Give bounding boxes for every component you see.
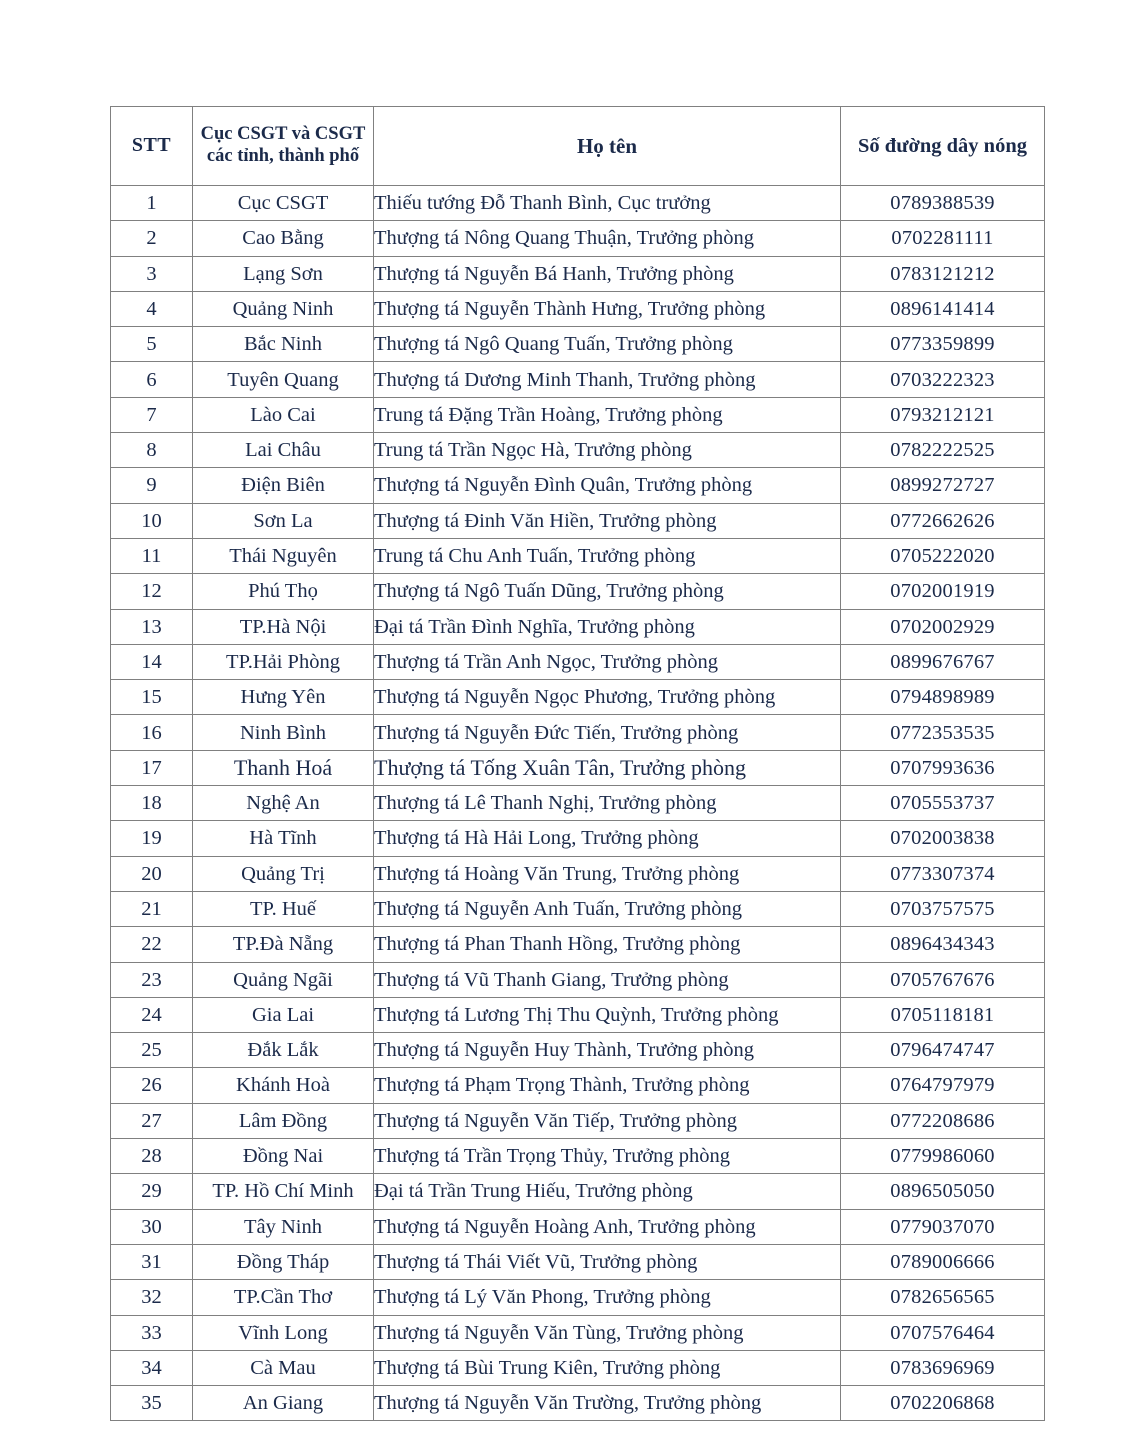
row-unit-cell: Lào Cai — [193, 397, 374, 432]
row-index-cell: 10 — [111, 503, 193, 538]
row-index-cell: 34 — [111, 1350, 193, 1385]
row-name-cell: Thượng tá Nguyễn Hoàng Anh, Trưởng phòng — [374, 1209, 841, 1244]
row-index-cell: 24 — [111, 997, 193, 1032]
row-phone-cell[interactable]: 0702281111 — [841, 221, 1045, 256]
row-index-cell: 9 — [111, 468, 193, 503]
row-index-cell: 25 — [111, 1033, 193, 1068]
row-index-cell: 15 — [111, 680, 193, 715]
row-index-cell: 4 — [111, 291, 193, 326]
table-row — [111, 186, 1045, 221]
row-phone-cell[interactable]: 0899676767 — [841, 644, 1045, 679]
row-index-cell: 11 — [111, 538, 193, 573]
row-name-cell: Thượng tá Bùi Trung Kiên, Trưởng phòng — [374, 1350, 841, 1385]
row-index-cell: 27 — [111, 1103, 193, 1138]
row-unit-cell: Quảng Ninh — [193, 291, 374, 326]
table-row — [111, 750, 1045, 785]
row-unit-cell: TP. Hồ Chí Minh — [193, 1174, 374, 1209]
table-row — [111, 1174, 1045, 1209]
table-row — [111, 891, 1045, 926]
table-row — [111, 1386, 1045, 1421]
row-index-cell: 13 — [111, 609, 193, 644]
row-phone-cell[interactable]: 0793212121 — [841, 397, 1045, 432]
row-name-cell: Thượng tá Hoàng Văn Trung, Trưởng phòng — [374, 856, 841, 891]
row-phone-cell[interactable]: 0896505050 — [841, 1174, 1045, 1209]
row-index-cell: 20 — [111, 856, 193, 891]
row-unit-cell: Khánh Hoà — [193, 1068, 374, 1103]
table-row — [111, 503, 1045, 538]
row-name-cell: Thượng tá Nguyễn Huy Thành, Trưởng phòng — [374, 1033, 841, 1068]
table-row — [111, 644, 1045, 679]
row-phone-cell[interactable]: 0703222323 — [841, 362, 1045, 397]
row-unit-cell: Tây Ninh — [193, 1209, 374, 1244]
col-header-name: Họ tên — [374, 107, 841, 186]
table-row — [111, 574, 1045, 609]
table-row — [111, 362, 1045, 397]
table-row — [111, 397, 1045, 432]
row-phone-cell[interactable]: 0703757575 — [841, 891, 1045, 926]
row-phone-cell[interactable]: 0702002929 — [841, 609, 1045, 644]
table-row — [111, 1068, 1045, 1103]
table-row — [111, 786, 1045, 821]
row-name-cell: Trung tá Chu Anh Tuấn, Trưởng phòng — [374, 538, 841, 573]
table-row — [111, 468, 1045, 503]
row-name-cell: Thượng tá Nguyễn Đình Quân, Trưởng phòng — [374, 468, 841, 503]
row-index-cell: 1 — [111, 186, 193, 221]
row-index-cell: 5 — [111, 327, 193, 362]
row-phone-cell[interactable]: 0896141414 — [841, 291, 1045, 326]
table-row — [111, 1103, 1045, 1138]
table-row — [111, 962, 1045, 997]
row-unit-cell: TP.Đà Nẵng — [193, 927, 374, 962]
row-index-cell: 23 — [111, 962, 193, 997]
row-phone-cell[interactable]: 0789006666 — [841, 1244, 1045, 1279]
row-unit-cell: Vĩnh Long — [193, 1315, 374, 1350]
row-name-cell: Thượng tá Thái Viết Vũ, Trưởng phòng — [374, 1244, 841, 1279]
row-name-cell: Thượng tá Đinh Văn Hiền, Trưởng phòng — [374, 503, 841, 538]
table-row — [111, 433, 1045, 468]
row-name-cell: Thượng tá Nguyễn Văn Tùng, Trưởng phòng — [374, 1315, 841, 1350]
table-row — [111, 997, 1045, 1032]
row-name-cell: Thiếu tướng Đỗ Thanh Bình, Cục trưởng — [374, 186, 841, 221]
row-unit-cell: Cà Mau — [193, 1350, 374, 1385]
row-phone-cell[interactable]: 0772353535 — [841, 715, 1045, 750]
row-index-cell: 8 — [111, 433, 193, 468]
row-index-cell: 6 — [111, 362, 193, 397]
col-header-stt: STT — [111, 107, 193, 186]
row-name-cell: Thượng tá Ngô Tuấn Dũng, Trưởng phòng — [374, 574, 841, 609]
row-unit-cell: TP.Hà Nội — [193, 609, 374, 644]
row-name-cell: Thượng tá Trần Trọng Thủy, Trưởng phòng — [374, 1139, 841, 1174]
row-index-cell: 14 — [111, 644, 193, 679]
row-phone-cell[interactable]: 0773359899 — [841, 327, 1045, 362]
row-unit-cell: Thái Nguyên — [193, 538, 374, 573]
row-phone-cell[interactable]: 0702001919 — [841, 574, 1045, 609]
row-phone-cell[interactable]: 0782222525 — [841, 433, 1045, 468]
table-header — [111, 107, 1045, 186]
row-name-cell: Thượng tá Nguyễn Văn Tiếp, Trưởng phòng — [374, 1103, 841, 1138]
row-phone-cell[interactable]: 0794898989 — [841, 680, 1045, 715]
row-phone-cell[interactable]: 0705222020 — [841, 538, 1045, 573]
row-unit-cell: Đồng Nai — [193, 1139, 374, 1174]
row-unit-cell: Đồng Tháp — [193, 1244, 374, 1279]
row-name-cell: Thượng tá Lương Thị Thu Quỳnh, Trưởng phòng — [374, 997, 841, 1032]
row-index-cell: 2 — [111, 221, 193, 256]
table-row — [111, 856, 1045, 891]
row-name-cell: Thượng tá Nguyễn Ngọc Phương, Trưởng phòng — [374, 680, 841, 715]
table-row — [111, 1350, 1045, 1385]
table-row — [111, 221, 1045, 256]
row-index-cell: 7 — [111, 397, 193, 432]
row-name-cell: Thượng tá Nguyễn Đức Tiến, Trưởng phòng — [374, 715, 841, 750]
row-name-cell: Thượng tá Nguyễn Anh Tuấn, Trưởng phòng — [374, 891, 841, 926]
row-name-cell: Thượng tá Dương Minh Thanh, Trưởng phòng — [374, 362, 841, 397]
row-name-cell: Thượng tá Lý Văn Phong, Trưởng phòng — [374, 1280, 841, 1315]
table-row — [111, 680, 1045, 715]
row-name-cell: Thượng tá Trần Anh Ngọc, Trưởng phòng — [374, 644, 841, 679]
row-name-cell: Thượng tá Ngô Quang Tuấn, Trưởng phòng — [374, 327, 841, 362]
row-name-cell: Đại tá Trần Trung Hiếu, Trưởng phòng — [374, 1174, 841, 1209]
table-row — [111, 327, 1045, 362]
table-row — [111, 609, 1045, 644]
row-unit-cell: Lâm Đồng — [193, 1103, 374, 1138]
table-row — [111, 715, 1045, 750]
row-phone-cell[interactable]: 0705553737 — [841, 786, 1045, 821]
row-unit-cell: Hưng Yên — [193, 680, 374, 715]
row-name-cell: Đại tá Trần Đình Nghĩa, Trưởng phòng — [374, 609, 841, 644]
row-index-cell: 22 — [111, 927, 193, 962]
row-unit-cell: Cao Bằng — [193, 221, 374, 256]
row-phone-cell[interactable]: 0789388539 — [841, 186, 1045, 221]
row-unit-cell: TP.Cần Thơ — [193, 1280, 374, 1315]
row-unit-cell: Sơn La — [193, 503, 374, 538]
row-phone-cell[interactable]: 0772662626 — [841, 503, 1045, 538]
row-unit-cell: An Giang — [193, 1386, 374, 1421]
row-phone-cell[interactable]: 0705767676 — [841, 962, 1045, 997]
row-unit-cell: Lạng Sơn — [193, 256, 374, 291]
table-row — [111, 291, 1045, 326]
row-index-cell: 28 — [111, 1139, 193, 1174]
table-row — [111, 1244, 1045, 1279]
row-index-cell: 31 — [111, 1244, 193, 1279]
hotline-table — [110, 106, 1045, 1421]
row-index-cell: 21 — [111, 891, 193, 926]
row-name-cell: Thượng tá Hà Hải Long, Trưởng phòng — [374, 821, 841, 856]
row-unit-cell: Nghệ An — [193, 786, 374, 821]
row-phone-cell[interactable]: 0896434343 — [841, 927, 1045, 962]
row-name-cell: Thượng tá Nguyễn Thành Hưng, Trưởng phòng — [374, 291, 841, 326]
row-name-cell: Thượng tá Lê Thanh Nghị, Trưởng phòng — [374, 786, 841, 821]
row-name-cell: Thượng tá Phan Thanh Hồng, Trưởng phòng — [374, 927, 841, 962]
table-row — [111, 1315, 1045, 1350]
row-index-cell: 30 — [111, 1209, 193, 1244]
row-unit-cell: Bắc Ninh — [193, 327, 374, 362]
row-phone-cell[interactable]: 0779037070 — [841, 1209, 1045, 1244]
row-phone-cell[interactable]: 0702003838 — [841, 821, 1045, 856]
row-phone-cell[interactable]: 0705118181 — [841, 997, 1045, 1032]
row-unit-cell: Gia Lai — [193, 997, 374, 1032]
row-index-cell: 32 — [111, 1280, 193, 1315]
col-header-unit: Cục CSGT và CSGT các tỉnh, thành phố — [193, 107, 374, 186]
row-name-cell: Thượng tá Nguyễn Văn Trường, Trưởng phòng — [374, 1386, 841, 1421]
row-unit-cell: Tuyên Quang — [193, 362, 374, 397]
row-unit-cell: Lai Châu — [193, 433, 374, 468]
table-row — [111, 256, 1045, 291]
row-unit-cell: Đắk Lắk — [193, 1033, 374, 1068]
row-index-cell: 17 — [111, 750, 193, 785]
row-index-cell: 3 — [111, 256, 193, 291]
row-phone-cell[interactable]: 0707993636 — [841, 750, 1045, 785]
row-name-cell: Thượng tá Nguyễn Bá Hanh, Trưởng phòng — [374, 256, 841, 291]
row-unit-cell: Điện Biên — [193, 468, 374, 503]
row-name-cell: Thượng tá Tống Xuân Tân, Trưởng phòng — [374, 750, 841, 785]
row-phone-cell[interactable]: 0772208686 — [841, 1103, 1045, 1138]
table-row — [111, 821, 1045, 856]
row-name-cell: Trung tá Trần Ngọc Hà, Trưởng phòng — [374, 433, 841, 468]
row-unit-cell: Ninh Bình — [193, 715, 374, 750]
row-index-cell: 12 — [111, 574, 193, 609]
row-phone-cell[interactable]: 0702206868 — [841, 1386, 1045, 1421]
row-name-cell: Thượng tá Nông Quang Thuận, Trưởng phòng — [374, 221, 841, 256]
row-phone-cell[interactable]: 0796474747 — [841, 1033, 1045, 1068]
row-unit-cell: TP.Hải Phòng — [193, 644, 374, 679]
row-phone-cell[interactable]: 0707576464 — [841, 1315, 1045, 1350]
row-phone-cell[interactable]: 0783121212 — [841, 256, 1045, 291]
row-phone-cell[interactable]: 0773307374 — [841, 856, 1045, 891]
row-phone-cell[interactable]: 0764797979 — [841, 1068, 1045, 1103]
row-name-cell: Thượng tá Vũ Thanh Giang, Trưởng phòng — [374, 962, 841, 997]
row-unit-cell: Cục CSGT — [193, 186, 374, 221]
row-index-cell: 35 — [111, 1386, 193, 1421]
row-unit-cell: Phú Thọ — [193, 574, 374, 609]
row-unit-cell: Hà Tĩnh — [193, 821, 374, 856]
row-phone-cell[interactable]: 0783696969 — [841, 1350, 1045, 1385]
row-unit-cell: Quảng Ngãi — [193, 962, 374, 997]
table-row — [111, 1209, 1045, 1244]
row-index-cell: 33 — [111, 1315, 193, 1350]
row-index-cell: 16 — [111, 715, 193, 750]
col-header-phone: Số đường dây nóng — [841, 107, 1045, 186]
table-row — [111, 1139, 1045, 1174]
row-index-cell: 19 — [111, 821, 193, 856]
table-row — [111, 1280, 1045, 1315]
row-unit-cell: Quảng Trị — [193, 856, 374, 891]
table-row — [111, 538, 1045, 573]
row-name-cell: Thượng tá Phạm Trọng Thành, Trưởng phòng — [374, 1068, 841, 1103]
row-unit-cell: Thanh Hoá — [193, 750, 374, 785]
row-phone-cell[interactable]: 0899272727 — [841, 468, 1045, 503]
table-row — [111, 1033, 1045, 1068]
row-index-cell: 29 — [111, 1174, 193, 1209]
row-unit-cell: TP. Huế — [193, 891, 374, 926]
row-phone-cell[interactable]: 0782656565 — [841, 1280, 1045, 1315]
row-index-cell: 26 — [111, 1068, 193, 1103]
table-body — [111, 186, 1045, 1421]
table-row — [111, 927, 1045, 962]
row-index-cell: 18 — [111, 786, 193, 821]
row-phone-cell[interactable]: 0779986060 — [841, 1139, 1045, 1174]
row-name-cell: Trung tá Đặng Trần Hoàng, Trưởng phòng — [374, 397, 841, 432]
header-row — [111, 107, 1045, 186]
